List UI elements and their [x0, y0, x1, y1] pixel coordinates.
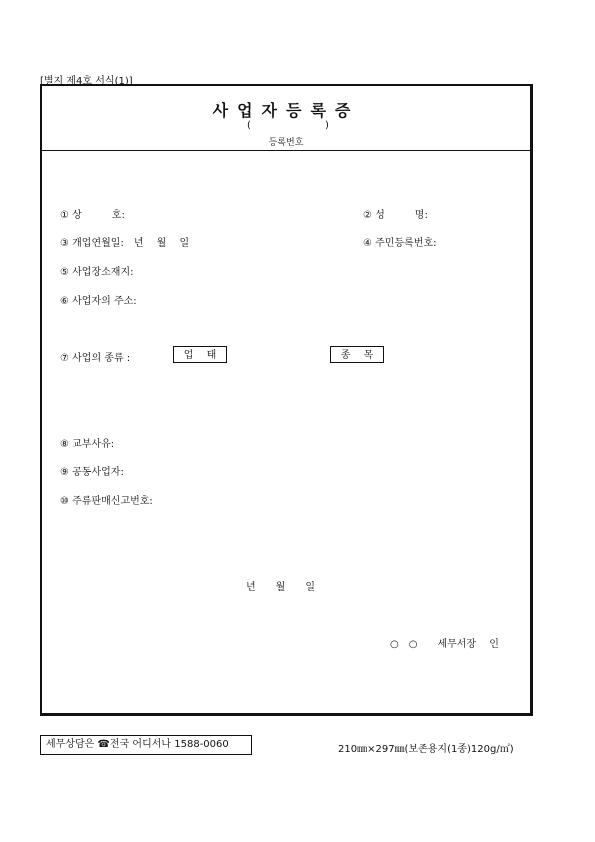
field-opening-date: ③ 개업연월일: 년 월 일 [60, 238, 190, 249]
field-resident-number: ④ 주민등록번호: [363, 238, 437, 249]
field-issue-reason: ⑧ 교부사유: [60, 439, 115, 450]
field-liquor-license: ⑩ 주류판매신고번호: [60, 496, 153, 507]
paren-close: ) [325, 120, 329, 131]
field-business-address: ⑤ 사업장소재지: [60, 267, 134, 278]
business-item-box: 종 목 [330, 346, 384, 363]
tax-consultation-notice: 세무상담은 ☎전국 어디서나 1588-0060 [40, 735, 252, 755]
issue-date-line: 년 월 일 [246, 582, 315, 593]
field-owner-address: ⑥ 사업자의 주소: [60, 296, 137, 307]
certificate-header [42, 86, 530, 151]
business-kind-box: 업 태 [173, 346, 227, 363]
registration-number-label: 등록번호 [268, 138, 304, 148]
field-trade-name: ① 상 호: [60, 210, 125, 221]
field-business-type: ⑦ 사업의 종류 : [60, 353, 131, 364]
document-title: 사업자등록증 [212, 101, 360, 120]
certificate-frame [40, 84, 533, 716]
field-co-owners: ⑨ 공동사업자: [60, 467, 124, 478]
field-name: ② 성 명: [363, 210, 428, 221]
issuer-signature: ○ ○ 세무서장 인 [390, 639, 499, 650]
paper-spec: 210㎜×297㎜(보존용지(1종)120g/㎡) [338, 744, 514, 755]
paren-open: ( [247, 120, 251, 131]
form-number: [별지 제4호 서식(1)] [40, 76, 133, 87]
